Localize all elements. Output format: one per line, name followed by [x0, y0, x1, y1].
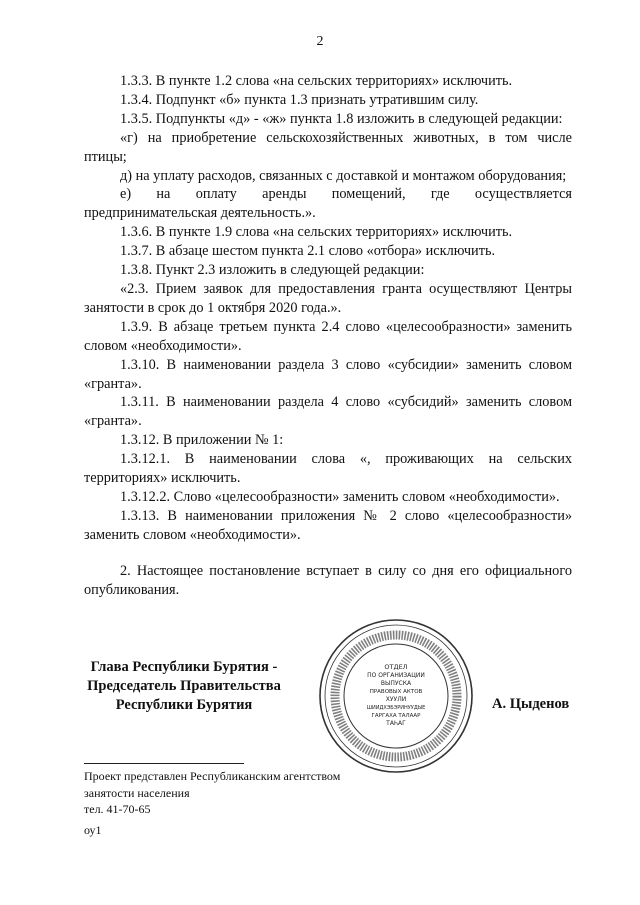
footnote [84, 768, 340, 818]
paragraph: 1.3.12.1. В наименовании слова «, проживающих на сельских территориях» исключить. [84, 451, 572, 487]
document-body [84, 72, 572, 599]
signatory-title-line: Республики Бурятия [115, 697, 253, 713]
seal-text: ШИИДХЭБЭРИНУУДЫЕ [366, 705, 426, 711]
signatory-title-line: Председатель Правительства [87, 678, 281, 694]
paragraph: 1.3.12.2. Слово «целесообразности» заменить словом «необходимости». [120, 488, 560, 505]
paragraph: 1.3.5. Подпункты «д» - «ж» пункта 1.8 изложить в следующей редакции: [120, 110, 563, 127]
paragraph: 1.3.7. В абзаце шестом пункта 2.1 слово «отбора» исключить. [120, 243, 496, 260]
footnote-line: тел. 41-70-65 [84, 802, 151, 816]
final-paragraph: 2. Настоящее постановление вступает в силу со дня его официального опубликования. [84, 562, 572, 598]
paragraph: 1.3.11. В наименовании раздела 4 слово «субсидий» заменить словом «гранта». [84, 394, 572, 430]
seal-text: ГАРГАХА ТАЛААР [371, 713, 421, 719]
seal-text: ТАҺАГ [386, 720, 406, 727]
paragraph: д) на уплату расходов, связанных с доставкой и монтажом оборудования; [120, 167, 567, 184]
footnote-line: занятости населения [84, 785, 190, 800]
seal-text: ПРАВОВЫХ АКТОВ [369, 689, 423, 695]
paragraph: 1.3.8. Пункт 2.3 изложить в следующей редакции: [120, 262, 425, 279]
seal-text: ВЫПУСКА [380, 680, 412, 687]
seal-text: ПО ОРГАНИЗАЦИИ [367, 672, 425, 679]
paragraph: «2.3. Прием заявок для предоставления гранта осуществляют Центры занятости в срок до 1 октября 2020 года.». [84, 280, 572, 316]
official-seal [316, 616, 476, 776]
paragraph: «г) на приобретение сельскохозяйственных животных, в том числе птицы; [84, 129, 572, 165]
page-number: 2 [316, 34, 324, 49]
seal-text: ХУУЛИ [385, 696, 407, 703]
paragraph: е) на оплату аренды помещений, где осуществляется предпринимательская деятельность.». [84, 186, 572, 222]
signatory-title [60, 658, 308, 715]
document-code: оу1 [84, 823, 102, 837]
signatory-name: А. Цыденов [492, 696, 570, 712]
footnote-line: Проект представлен Республиканским агентством [84, 769, 341, 783]
paragraph: 1.3.4. Подпункт «б» пункта 1.3 признать утратившим силу. [120, 91, 479, 108]
footnote-divider [84, 763, 244, 764]
paragraph: 1.3.13. В наименовании приложения № 2 слово «целесообразности» заменить словом «необходимости». [84, 507, 572, 543]
paragraph: 1.3.6. В пункте 1.9 слова «на сельских территориях» исключить. [120, 224, 513, 241]
paragraph: 1.3.9. В абзаце третьем пункта 2.4 слово «целесообразности» заменить словом «необходимости». [84, 318, 572, 354]
signatory-title-line: Глава Республики Бурятия - [90, 659, 278, 675]
seal-text: ОТДЕЛ [384, 663, 408, 671]
paragraph: 1.3.10. В наименовании раздела 3 слово «субсидии» заменить словом «гранта». [84, 356, 572, 392]
paragraph: 1.3.12. В приложении № 1: [120, 432, 284, 449]
paragraph: 1.3.3. В пункте 1.2 слова «на сельских территориях» исключить. [120, 73, 513, 89]
